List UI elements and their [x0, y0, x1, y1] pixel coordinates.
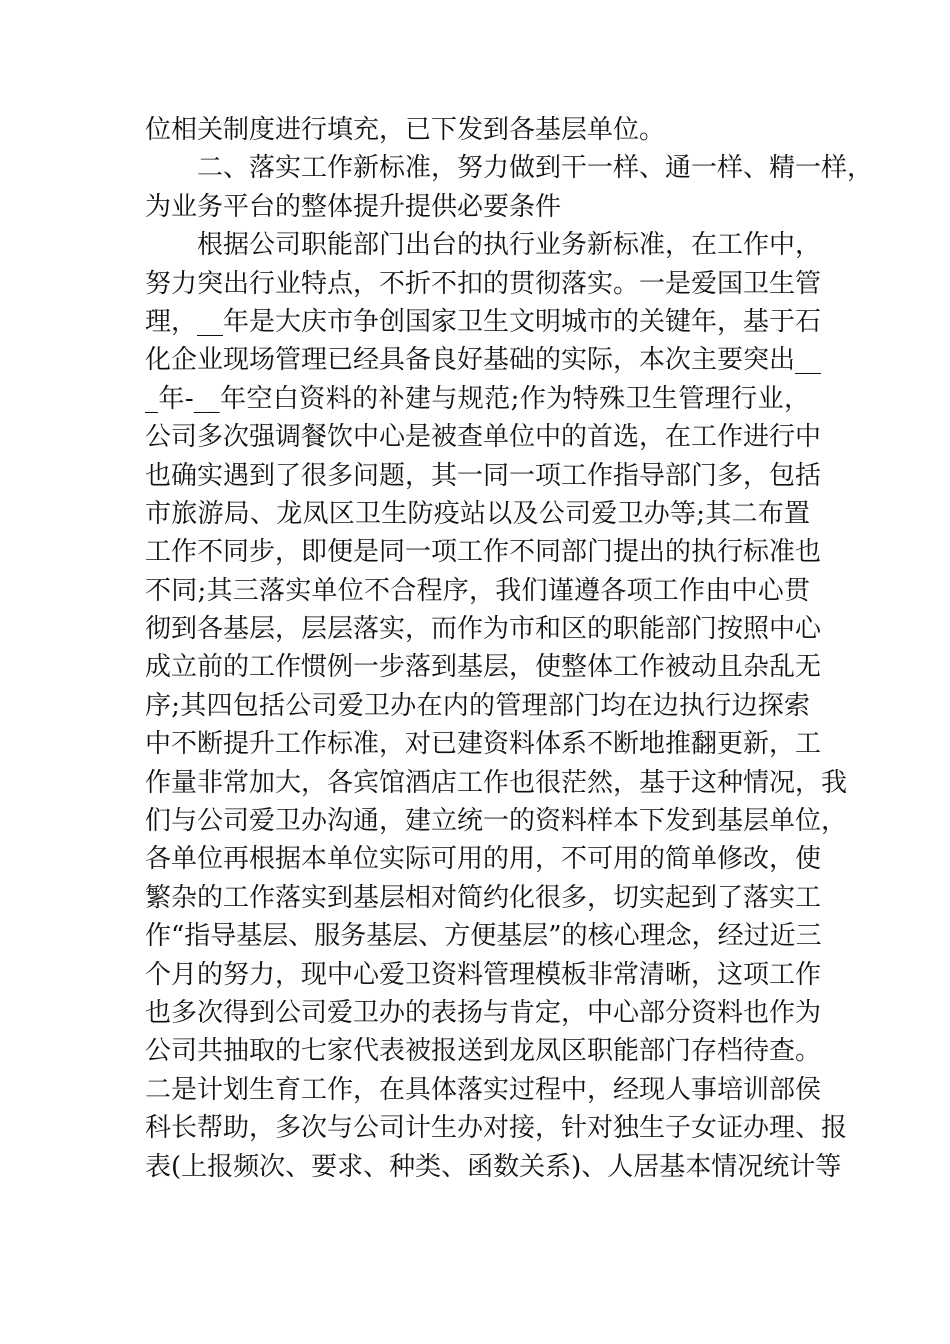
text-line: 理，__年是大庆市争创国家卫生文明城市的关键年，基于石: [145, 306, 822, 337]
text-line: 二是计划生育工作，在具体落实过程中，经现人事培训部侯: [145, 1074, 822, 1105]
text-line: 序;其四包括公司爱卫办在内的管理部门均在边执行边探索: [145, 690, 810, 721]
paragraph-first-line: 根据公司职能部门出台的执行业务新标准，在工作中，: [197, 230, 822, 261]
text-line: 化企业现场管理已经具备良好基础的实际，本次主要突出__: [145, 345, 822, 376]
text-line: 科长帮助，多次与公司计生办对接，针对独生子女证办理、报: [145, 1113, 848, 1144]
text-line: 不同;其三落实单位不合程序，我们谨遵各项工作由中心贯: [145, 575, 810, 606]
text-line: _年-__年空白资料的补建与规范;作为特殊卫生管理行业，: [145, 383, 810, 414]
text-line: 中不断提升工作标准，对已建资料体系不断地推翻更新，工: [145, 729, 822, 760]
section-heading-line: 为业务平台的整体提升提供必要条件: [145, 191, 562, 222]
text-line: 个月的努力，现中心爱卫资料管理模板非常清晰，这项工作: [145, 959, 822, 990]
text-line: 作“指导基层、服务基层、方便基层”的核心理念，经过近三: [145, 921, 822, 952]
text-line: 位相关制度进行填充，已下发到各基层单位。: [145, 115, 666, 145]
text-line: 各单位再根据本单位实际可用的用，不可用的简单修改，使: [145, 844, 822, 875]
text-line: 表(上报频次、要求、种类、函数关系)、人居基本情况统计等: [145, 1151, 842, 1182]
text-line: 们与公司爱卫办沟通，建立统一的资料样本下发到基层单位，: [145, 806, 848, 837]
text-line: 作量非常加大，各宾馆酒店工作也很茫然，基于这种情况，我: [145, 767, 848, 798]
text-line: 工作不同步，即便是同一项工作不同部门提出的执行标准也: [145, 537, 822, 568]
text-line: 成立前的工作惯例一步落到基层，使整体工作被动且杂乱无: [145, 652, 822, 683]
text-line: 公司多次强调餐饮中心是被查单位中的首选，在工作进行中: [145, 422, 822, 453]
text-line: 也确实遇到了很多问题，其一同一项工作指导部门多，包括: [145, 460, 822, 491]
section-heading-line: 二、落实工作新标准，努力做到干一样、通一样、精一样，: [197, 153, 874, 184]
text-line: 彻到各基层，层层落实，而作为市和区的职能部门按照中心: [145, 614, 822, 645]
text-line: 繁杂的工作落实到基层相对简约化很多，切实起到了落实工: [145, 882, 822, 913]
text-line: 也多次得到公司爱卫办的表扬与肯定，中心部分资料也作为: [145, 997, 822, 1028]
text-line: 市旅游局、龙凤区卫生防疫站以及公司爱卫办等;其二布置: [145, 498, 810, 529]
text-line: 努力突出行业特点，不折不扣的贯彻落实。一是爱国卫生管: [145, 268, 822, 299]
document-body: [145, 111, 874, 1186]
text-line: 公司共抽取的七家代表被报送到龙凤区职能部门存档待查。: [145, 1036, 822, 1067]
